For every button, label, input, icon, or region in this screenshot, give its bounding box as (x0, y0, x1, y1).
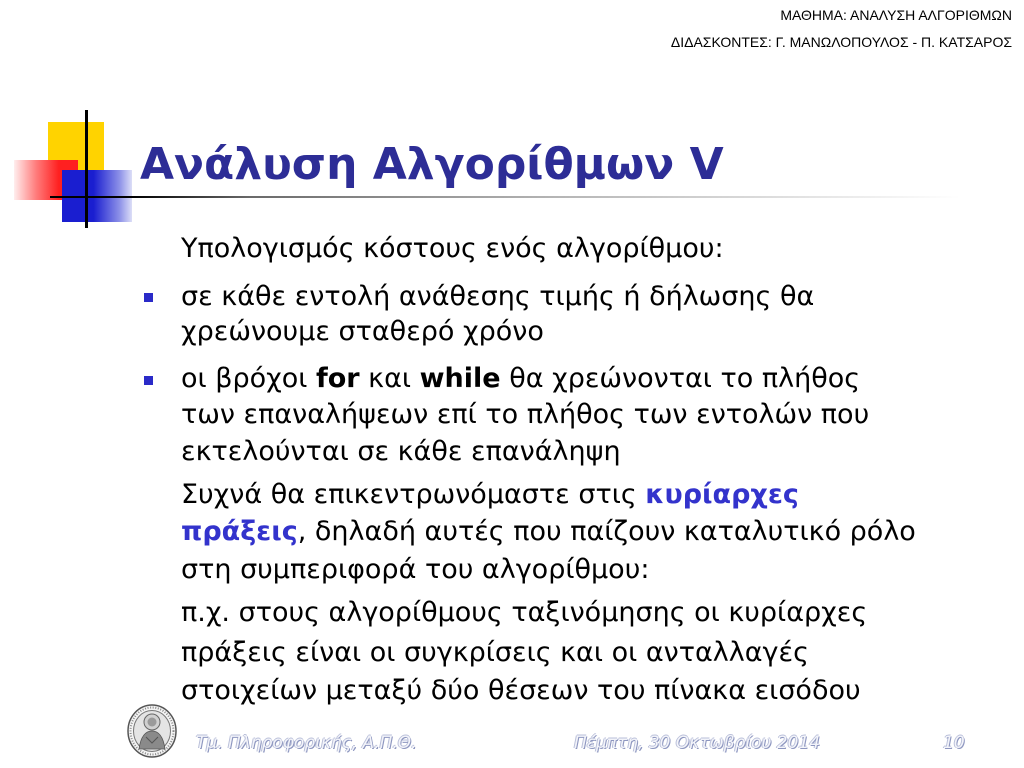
instructors-label: ΔΙΔΑΣΚΟΝΤΕΣ: Γ. ΜΑΝΩΛΟΠΟΥΛΟΣ - Π. ΚΑΤΣΑΡΟΣ (670, 34, 1012, 50)
square-bullet-icon (144, 376, 153, 385)
bullet-line: εκτελούνται σε κάθε επανάληψη (181, 436, 621, 467)
keyword-while: while (419, 363, 501, 394)
keyword-for: for (315, 363, 360, 394)
paragraph-line (181, 476, 799, 513)
text-segment: και (359, 363, 420, 394)
university-seal-icon (126, 703, 178, 759)
bullet-line: σε κάθε εντολή ανάθεσης τιμής ή δήλωσης θα (181, 281, 815, 312)
footer-department: Τμ. Πληροφορικής, Α.Π.Θ. (196, 733, 417, 753)
bullet-line: των επαναλήψεων επί το πλήθος των εντολών που (181, 399, 870, 430)
bullet-line (181, 360, 860, 397)
square-bullet-icon (144, 293, 153, 302)
paragraph-line (181, 513, 916, 550)
bullet-line: χρεώνουμε σταθερό χρόνο (181, 316, 544, 347)
title-underline (50, 196, 960, 198)
course-label: ΜΑΘΗΜΑ: ΑΝΑΛΥΣΗ ΑΛΓΟΡΙΘΜΩΝ (780, 7, 1012, 23)
paragraph-line: στοιχείων μεταξύ δύο θέσεων του πίνακα εισόδου (181, 675, 861, 706)
text-segment: , δηλαδή αυτές που παίζουν καταλυτικό ρόλο (297, 516, 916, 547)
paragraph-line: στη συμπεριφορά του αλγορίθμου: (181, 554, 650, 585)
seal-face (148, 718, 157, 727)
paragraph-line: πράξεις είναι οι συγκρίσεις και οι ανταλλαγές (181, 637, 809, 668)
paragraph-line: π.χ. στους αλγορίθμους ταξινόμησης οι κυρίαρχες (181, 597, 868, 628)
page-number: 10 (943, 733, 965, 753)
highlight-dominant: κυρίαρχες (645, 479, 799, 510)
text-segment: Συχνά θα επικεντρωνόμαστε στις (181, 479, 646, 510)
text-segment: θα χρεώνονται το πλήθος (500, 363, 861, 394)
highlight-operations: πράξεις (181, 516, 298, 547)
intro-line: Υπολογισμός κόστους ενός αλγορίθμου: (181, 233, 724, 264)
slide-title: Ανάλυση Αλγορίθμων V (140, 139, 724, 190)
footer-date: Πέμπτη, 30 Οκτωβρίου 2014 (574, 733, 821, 753)
logo-vertical-line (85, 110, 88, 228)
text-segment: οι βρόχοι (181, 363, 316, 394)
